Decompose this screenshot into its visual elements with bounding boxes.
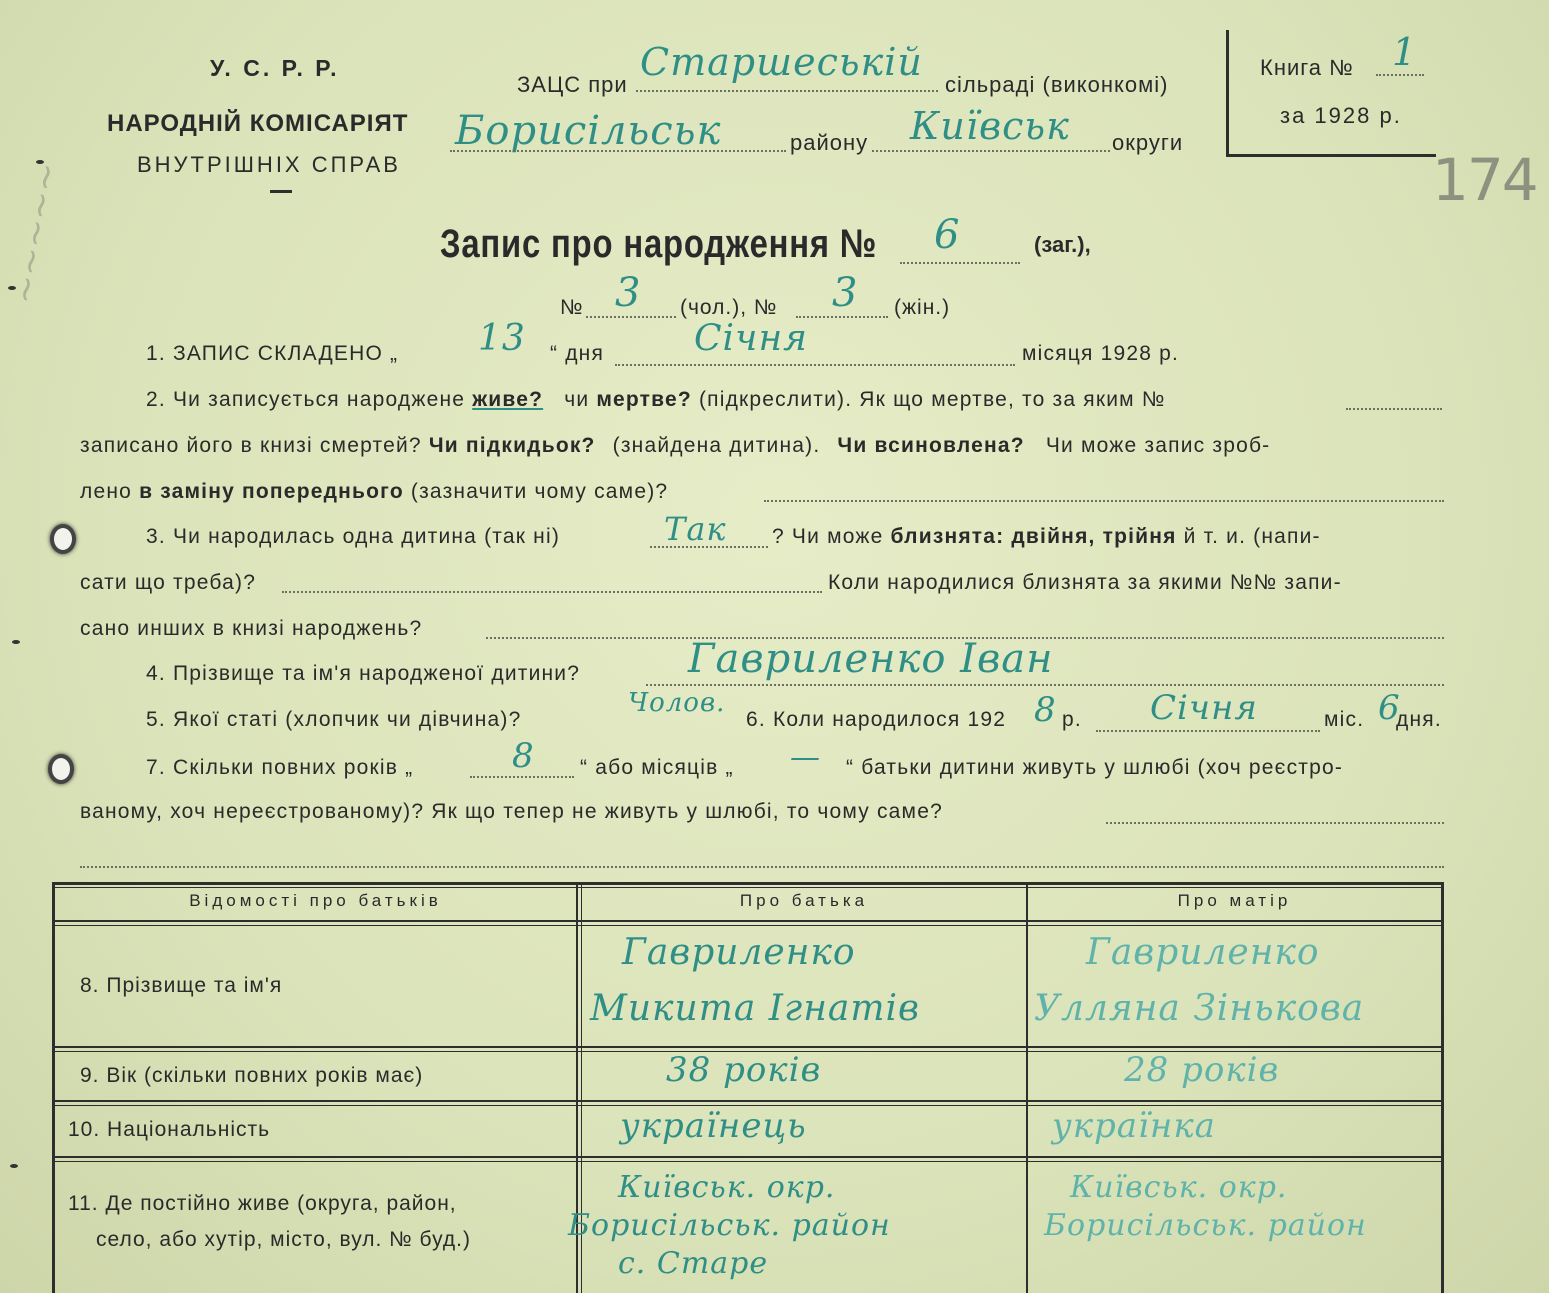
q6-year-value: 8 [1034, 690, 1057, 730]
female-number-value: 3 [832, 270, 859, 316]
village-council-value: Старшеській [640, 40, 923, 84]
q2-reason-dots [764, 500, 1444, 502]
record-number-value: 6 [934, 212, 961, 258]
q2-dead-number-dots [1346, 408, 1442, 410]
zags-prefix: ЗАЦС при [517, 72, 628, 97]
record-number-dots [900, 262, 1020, 264]
book-box-bottom-border [1226, 154, 1436, 157]
q3-twins: близнята: двійня, трійня [890, 525, 1177, 548]
row-11-father-okrug: Київськ. окр. [618, 1170, 836, 1205]
q7-years-dots [470, 776, 574, 778]
q6-month-suffix: міс. [1324, 708, 1365, 731]
book-number-dots [1376, 74, 1424, 76]
q1-prefix: 1. ЗАПИС СКЛАДЕНО „ [146, 342, 399, 365]
row-11-father-district: Борисільськ. район [568, 1208, 891, 1243]
q7-line1-a: 7. Скільки повних років „ [146, 756, 414, 779]
book-label: Книга № [1260, 55, 1354, 80]
row-9-label: 9. Вік (скільки повних років має) [80, 1064, 424, 1087]
q3-line1-c: й т. и. (напи- [1183, 525, 1321, 548]
row-9-father-age: 38 років [666, 1050, 822, 1090]
table-top-border [52, 882, 1444, 885]
binding-hole [50, 524, 76, 554]
row-11-label-line2: село, або хутір, місто, вул. № буд.) [96, 1228, 471, 1251]
ussr-label: У. С. Р. Р. [210, 55, 340, 81]
q2-or: чи [564, 388, 590, 411]
q1-day-suffix: “ дня [550, 342, 605, 365]
record-title: Запис про народження № [440, 222, 878, 266]
table-left-border [52, 882, 55, 1293]
q6-month-dots [1096, 730, 1320, 732]
table-header-sep [52, 920, 1444, 922]
row-8-father-name: Микита Ігнатів [590, 988, 920, 1029]
q6-label: 6. Коли народилося 192 [746, 708, 1007, 731]
table-col-sep-2 [1026, 882, 1028, 1293]
binding-hole [48, 754, 74, 784]
table-top-border-inner [52, 887, 1444, 888]
q2-line1 [146, 388, 1166, 412]
q7-years-value: 8 [512, 736, 535, 776]
q5-answer-value: Чолов. [628, 688, 726, 718]
q5-label: 5. Якої статі (хлопчик чи дівчина)? [146, 708, 522, 731]
q7-reason-dots [1106, 822, 1444, 824]
q3-line2-a: сати що треба)? [80, 571, 257, 594]
parents-table [52, 882, 1444, 1293]
village-council-suffix: сільраді (виконкомі) [945, 72, 1169, 97]
q3-line3: сано инших в книзі народжень? [80, 617, 423, 640]
q2-replace: в заміну попереднього [139, 480, 404, 503]
male-suffix: (чол.), № [680, 296, 778, 319]
male-number-value: 3 [615, 270, 642, 316]
header-divider [270, 190, 292, 193]
q3-line2-dots [282, 591, 822, 593]
q6-day-suffix: дня. [1396, 708, 1442, 731]
table-row-sep-3b [52, 1161, 1444, 1162]
q6-year-suffix: р. [1062, 708, 1082, 731]
q7-line1-c: “ батьки дитини живуть у шлюбі (хоч реєстро- [846, 756, 1344, 779]
row-10-label: 10. Національність [68, 1118, 271, 1141]
village-council-dots [636, 90, 938, 92]
q1-day-value: 13 [478, 318, 526, 359]
okrug-dots [872, 150, 1110, 152]
row-8-father-surname: Гавриленко [622, 932, 856, 973]
q6-month-value: Січня [1150, 688, 1258, 728]
q1-suffix: місяця 1928 р. [1022, 342, 1180, 365]
q7-line1-b: “ або місяців „ [580, 756, 734, 779]
paper-speck [12, 640, 20, 644]
table-row-sep-3 [52, 1156, 1444, 1158]
table-header-sep-b [52, 925, 1444, 926]
commissariat-label: НАРОДНІЙ КОМІСАРІЯТ [107, 110, 409, 137]
q2-prefix: 2. Чи записується народжене [146, 388, 466, 411]
q7-months-value: — [790, 740, 821, 775]
row-8-mother-name: Улляна Зінькова [1034, 988, 1365, 1029]
male-no-label: № [560, 296, 583, 319]
male-number-dots [586, 316, 676, 318]
row-8-label: 8. Прізвище та ім'я [80, 974, 283, 997]
q3-line1-a: 3. Чи народилась одна дитина (так ні) [146, 525, 561, 548]
commissariat-sublabel: ВНУТРІШНІХ СПРАВ [137, 152, 401, 177]
row-11-label-line1: 11. Де постійно живе (округа, район, [68, 1192, 457, 1215]
q3-line2-b: Коли народилися близнята за якими №№ запи- [828, 571, 1342, 594]
book-year: за 1928 р. [1280, 103, 1402, 128]
margin-pencil-note: ~~~~~ [4, 159, 69, 307]
q7-line2: ваному, хоч нереєстрованому)? Як що тепер не живуть у шлюбі, то чому саме? [80, 800, 943, 823]
q2-line3-a: лено [80, 480, 133, 503]
q2-alive-option: живе? [472, 388, 544, 411]
table-header-parents-info: Відомості про батьків [189, 891, 442, 910]
district-value: Борисільськ [455, 108, 722, 154]
q2-foundling: Чи підкидьок? [428, 434, 596, 457]
q1-month-dots [615, 364, 1015, 366]
q4-label: 4. Прізвище та ім'я народженої дитини? [146, 662, 581, 685]
female-suffix: (жін.) [894, 296, 951, 319]
q2-adopted: Чи всиновлена? [837, 434, 1025, 457]
q3-line1-bc [772, 525, 1321, 549]
q4-answer-value: Гавриленко Іван [688, 636, 1054, 682]
q7-reason-dots-2 [80, 866, 1444, 868]
q2-line2-b: (знайдена дитина). [612, 434, 821, 457]
book-box-left-border [1226, 30, 1229, 156]
table-right-border [1441, 882, 1444, 1293]
q2-line1-rest: (підкреслити). Як що мертве, то за яким № [698, 388, 1166, 411]
q3-line1-b: ? Чи може [772, 525, 884, 548]
okrug-suffix: округи [1112, 130, 1184, 155]
table-header-father: Про батька [739, 891, 869, 910]
q1-month-value: Січня [694, 318, 809, 359]
q3-answer-value: Так [664, 510, 727, 548]
q2-line3 [80, 480, 668, 504]
district-suffix: району [790, 130, 869, 155]
archive-pencil-number: 174 [1432, 146, 1537, 214]
q4-answer-dots [646, 684, 1444, 686]
female-number-dots [796, 316, 888, 318]
row-11-father-village: с. Старе [618, 1246, 769, 1281]
paper-speck [10, 1164, 18, 1168]
row-11-mother-district: Борисільськ. район [1044, 1208, 1367, 1243]
row-9-mother-age: 28 років [1124, 1050, 1280, 1090]
q3-answer-dots [650, 546, 768, 548]
table-header-mother: Про матір [1177, 891, 1292, 910]
q2-line2-c: Чи може запис зроб- [1045, 434, 1271, 457]
q2-line3-b: (зазначити чому саме)? [410, 480, 669, 503]
table-row-sep-2 [52, 1100, 1444, 1102]
q6-day-value: 6 [1378, 688, 1401, 728]
record-number-suffix: (заг.), [1034, 232, 1091, 257]
q2-dead-option: мертве? [596, 388, 692, 411]
row-11-mother-okrug: Київськ. окр. [1070, 1170, 1288, 1205]
district-dots [450, 150, 786, 152]
row-10-father-nationality: українець [620, 1106, 807, 1146]
okrug-value: Київськ [910, 104, 1070, 148]
book-number-value: 1 [1392, 30, 1418, 74]
row-10-mother-nationality: українка [1052, 1106, 1216, 1146]
row-8-mother-surname: Гавриленко [1086, 932, 1320, 973]
q2-line2 [80, 434, 1270, 458]
q2-line2-a: записано його в книзі смертей? [80, 434, 422, 457]
table-row-sep-1 [52, 1046, 1444, 1048]
